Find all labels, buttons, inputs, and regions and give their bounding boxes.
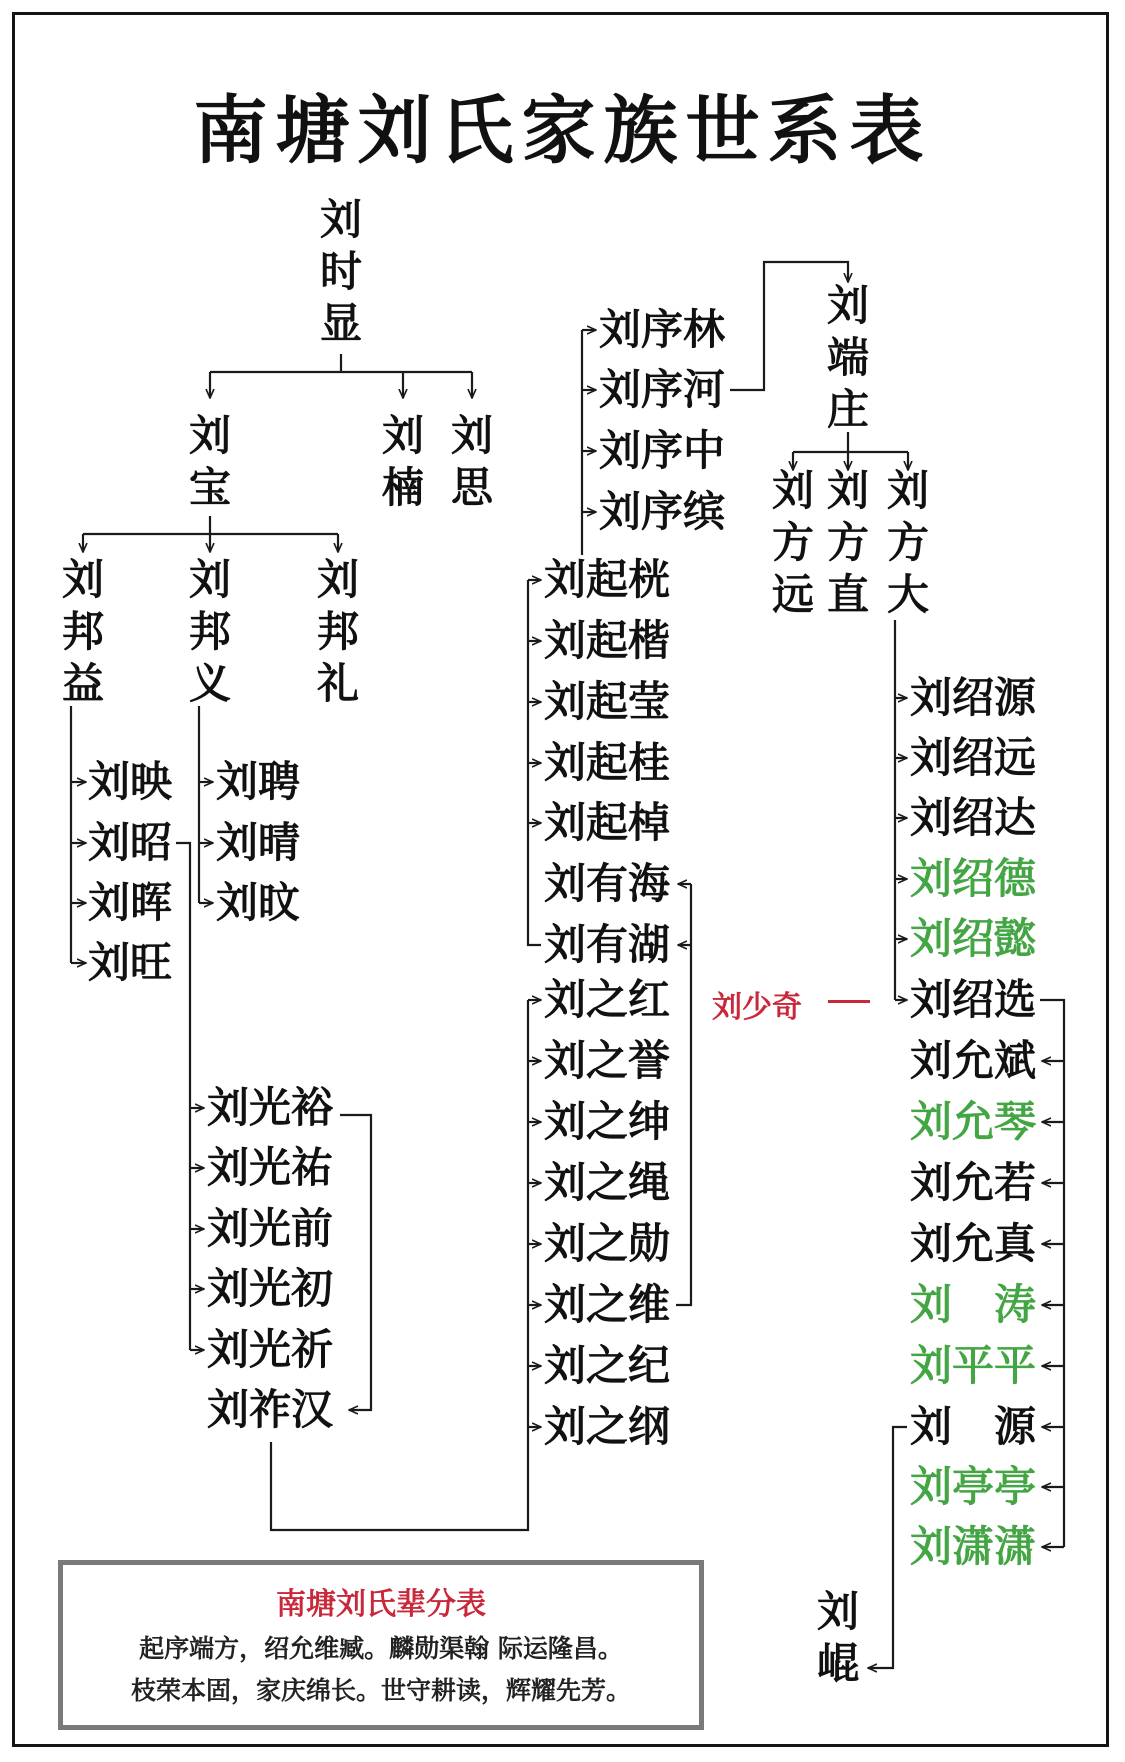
node-zhi-6: 刘之纪 [544,1341,671,1390]
node-yun-7: 刘亭亭 [910,1462,1037,1511]
node-yun-2: 刘允若 [910,1158,1037,1207]
node-liu-ying: 刘映 [88,757,173,806]
node-yun-3: 刘允真 [910,1219,1037,1268]
node-liu-bao: 刘 宝 [188,411,231,512]
node-yun-4: 刘 涛 [910,1280,1037,1329]
node-liu-qing: 刘晴 [216,818,301,867]
node-yun-6: 刘 源 [910,1402,1037,1451]
node-shao-5: 刘绍选 [910,975,1037,1024]
node-liu-bangli: 刘 邦 礼 [316,555,359,708]
node-yun-1: 刘允琴 [910,1097,1037,1146]
node-zhi-2: 刘之绅 [544,1097,671,1146]
node-qi-4: 刘起棹 [544,798,671,847]
generation-names-title: 南塘刘氏辈分表 [276,1587,486,1622]
generation-names-box [58,1560,704,1730]
node-guang-4: 刘光祈 [207,1325,334,1374]
node-fang-1: 刘 方 直 [826,466,869,619]
node-zhi-1: 刘之誉 [544,1036,671,1085]
node-liu-duanzhuang: 刘 端 庄 [826,281,869,434]
node-liu-shixian [318,194,364,350]
node-liu-hui: 刘晖 [88,878,173,927]
node-guang-3: 刘光初 [207,1264,334,1313]
node-liu-wang: 刘旺 [88,938,173,987]
node-guang-1: 刘光祐 [207,1143,334,1192]
node-fang-0: 刘 方 远 [771,466,814,619]
spouse-link [828,1000,870,1003]
node-shao-1: 刘绍远 [910,733,1037,782]
node-qi-3: 刘起桂 [544,738,671,787]
node-liu-bangyi2: 刘 邦 义 [188,555,231,708]
node-shao-2: 刘绍达 [910,793,1037,842]
node-shao-0: 刘绍源 [910,673,1037,722]
node-shao-3: 刘绍德 [910,854,1037,903]
node-yun-8: 刘潇潇 [910,1522,1037,1571]
node-xu-2: 刘序中 [599,426,726,475]
node-qi-1: 刘起楷 [544,616,671,665]
node-shao-4: 刘绍懿 [910,914,1037,963]
node-qi-2: 刘起莹 [544,677,671,726]
node-liu-bangyi: 刘 邦 益 [61,555,104,708]
page-title: 南塘刘氏家族世系表 [193,88,932,174]
node-xu-3: 刘序缤 [599,487,726,536]
node-liu-nan: 刘 楠 [381,411,424,512]
node-liu-shaoqi: 刘少奇 [712,990,802,1025]
generation-names-line-1: 起序端方，绍允维臧。麟勋渠翰 际运隆昌。 [139,1634,623,1663]
node-liu-si: 刘 思 [450,411,493,512]
node-liu-zuohan: 刘祚汉 [207,1385,334,1434]
node-yun-0: 刘允斌 [910,1036,1037,1085]
node-guang-0: 刘光裕 [207,1083,334,1132]
node-qi-0: 刘起桄 [544,555,671,604]
node-xu-1: 刘序河 [599,365,726,414]
node-zhi-4: 刘之勋 [544,1219,671,1268]
node-zhi-0: 刘之红 [544,975,671,1024]
node-zhi-5: 刘之维 [544,1280,671,1329]
node-zhi-3: 刘之绳 [544,1158,671,1207]
node-liu-min: 刘旼 [216,878,301,927]
node-liu-kun: 刘 崐 [816,1587,859,1688]
node-liu-pin: 刘聘 [216,757,301,806]
node-guang-2: 刘光前 [207,1204,334,1253]
node-fang-2: 刘 方 大 [886,466,929,619]
node-zhi-7: 刘之纲 [544,1402,671,1451]
node-liu-shixian-label: 刘 时 显 [319,195,362,348]
node-you-1: 刘有湖 [544,920,671,969]
node-liu-zhao: 刘昭 [88,818,173,867]
generation-names-line-2: 枝荣本固，家庆绵长。世守耕读，辉耀先芳。 [130,1676,631,1705]
node-yun-5: 刘平平 [910,1341,1037,1390]
node-xu-0: 刘序林 [599,305,726,354]
node-you-0: 刘有海 [544,859,671,908]
